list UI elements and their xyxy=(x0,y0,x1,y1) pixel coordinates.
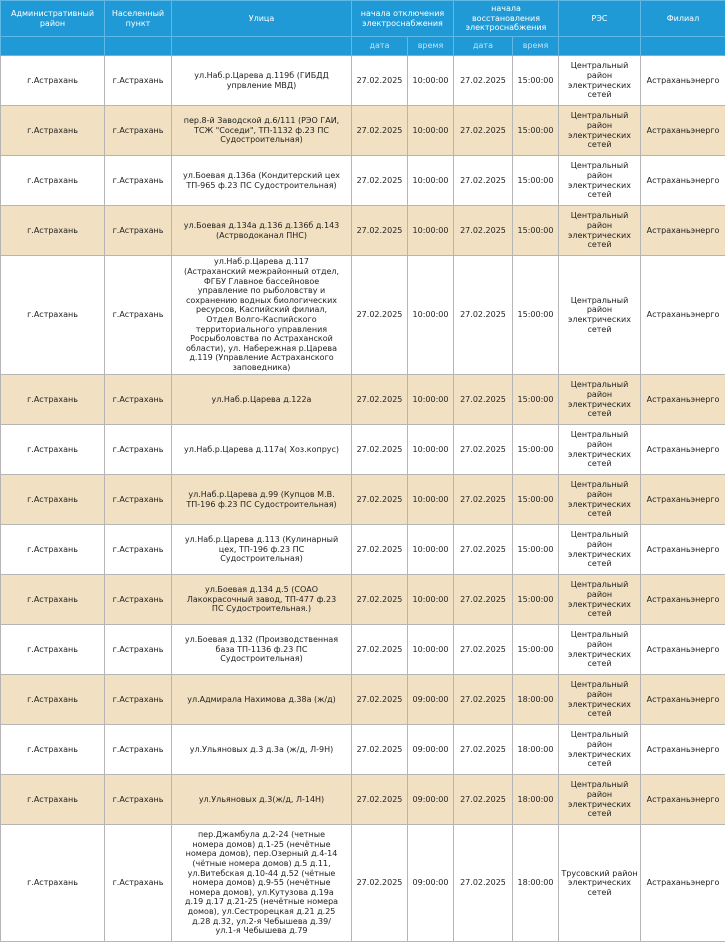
subheader-on-date[interactable]: дата xyxy=(454,37,513,56)
cell-off-date: 27.02.2025 xyxy=(352,475,408,525)
cell-street: ул.Боевая д.134а д.136 д.136б д.143 (Астрводоканал ПНС) xyxy=(172,206,352,256)
cell-locality: г.Астрахань xyxy=(105,775,172,825)
cell-district: г.Астрахань xyxy=(1,475,105,525)
cell-branch: Астраханьэнерго xyxy=(641,375,725,425)
cell-on-date: 27.02.2025 xyxy=(454,56,513,106)
cell-street: пер.Джамбула д.2-24 (четные номера домов) д.1-25 (нечётные номера домов), пер.Озерный д.4-14 (чётные номера домов) д.5 д.11, ул.Витебская д.10-44 д.52 (чётные номера домов) д.9-55 (нечётные номера домов), ул.Кутузова д.19а д.19 д.17 д.21-25 (нечётные номера домов), ул.Сестрорецкая д.21 д.25 д.28 д.32, ул.2-я Чебышева д.39/ ул.1-я Чебышева д.79 xyxy=(172,825,352,942)
table-row xyxy=(1,256,725,375)
cell-locality: г.Астрахань xyxy=(105,825,172,942)
cell-on-date: 27.02.2025 xyxy=(454,575,513,625)
cell-street: ул.Наб.р.Царева д.119б (ГИБДД упрвление МВД) xyxy=(172,56,352,106)
cell-on-time: 18:00:00 xyxy=(513,675,559,725)
subheader-empty xyxy=(105,37,172,56)
cell-off-time: 10:00:00 xyxy=(408,206,454,256)
cell-on-date: 27.02.2025 xyxy=(454,206,513,256)
header-locality[interactable]: Населенный пункт xyxy=(105,1,172,37)
subheader-on-time[interactable]: время xyxy=(513,37,559,56)
cell-off-date: 27.02.2025 xyxy=(352,775,408,825)
cell-district: г.Астрахань xyxy=(1,256,105,375)
cell-district: г.Астрахань xyxy=(1,56,105,106)
cell-off-date: 27.02.2025 xyxy=(352,675,408,725)
cell-branch: Астраханьэнерго xyxy=(641,775,725,825)
cell-branch: Астраханьэнерго xyxy=(641,575,725,625)
table-body xyxy=(1,56,725,942)
cell-on-time: 18:00:00 xyxy=(513,825,559,942)
cell-district: г.Астрахань xyxy=(1,375,105,425)
cell-on-time: 15:00:00 xyxy=(513,575,559,625)
cell-district: г.Астрахань xyxy=(1,675,105,725)
cell-off-date: 27.02.2025 xyxy=(352,525,408,575)
header-branch[interactable]: Филиал xyxy=(641,1,725,37)
cell-off-date: 27.02.2025 xyxy=(352,575,408,625)
cell-district: г.Астрахань xyxy=(1,625,105,675)
cell-district: г.Астрахань xyxy=(1,825,105,942)
header-res[interactable]: РЭС xyxy=(559,1,641,37)
subheader-empty xyxy=(641,37,725,56)
cell-on-date: 27.02.2025 xyxy=(454,156,513,206)
cell-street: ул.Наб.р.Царева д.122а xyxy=(172,375,352,425)
cell-res: Трусовский район электрических сетей xyxy=(559,825,641,942)
cell-off-date: 27.02.2025 xyxy=(352,206,408,256)
cell-off-time: 10:00:00 xyxy=(408,525,454,575)
cell-locality: г.Астрахань xyxy=(105,256,172,375)
cell-on-date: 27.02.2025 xyxy=(454,625,513,675)
cell-street: ул.Наб.р.Царева д.99 (Купцов М.В. ТП-196 ф.23 ПС Судостроительная) xyxy=(172,475,352,525)
cell-branch: Астраханьэнерго xyxy=(641,206,725,256)
cell-off-date: 27.02.2025 xyxy=(352,56,408,106)
cell-res: Центральный район электрических сетей xyxy=(559,675,641,725)
cell-district: г.Астрахань xyxy=(1,525,105,575)
cell-street: ул.Боевая д.136а (Кондитерский цех ТП-965 ф.23 ПС Судостроительная) xyxy=(172,156,352,206)
cell-off-time: 10:00:00 xyxy=(408,575,454,625)
cell-on-time: 15:00:00 xyxy=(513,475,559,525)
cell-res: Центральный район электрических сетей xyxy=(559,625,641,675)
cell-branch: Астраханьэнерго xyxy=(641,825,725,942)
cell-district: г.Астрахань xyxy=(1,425,105,475)
table-row xyxy=(1,56,725,106)
cell-street: ул.Наб.р.Царева д.113 (Кулинарный цех, ТП-196 ф.23 ПС Судостроительная) xyxy=(172,525,352,575)
cell-district: г.Астрахань xyxy=(1,106,105,156)
cell-on-date: 27.02.2025 xyxy=(454,425,513,475)
table-row xyxy=(1,425,725,475)
cell-off-time: 10:00:00 xyxy=(408,425,454,475)
cell-on-time: 15:00:00 xyxy=(513,156,559,206)
cell-off-date: 27.02.2025 xyxy=(352,106,408,156)
subheader-off-time[interactable]: время xyxy=(408,37,454,56)
cell-locality: г.Астрахань xyxy=(105,56,172,106)
cell-branch: Астраханьэнерго xyxy=(641,675,725,725)
table-header xyxy=(1,1,725,56)
cell-locality: г.Астрахань xyxy=(105,525,172,575)
cell-res: Центральный район электрических сетей xyxy=(559,375,641,425)
cell-on-time: 15:00:00 xyxy=(513,525,559,575)
cell-locality: г.Астрахань xyxy=(105,206,172,256)
table-row xyxy=(1,106,725,156)
cell-res: Центральный район электрических сетей xyxy=(559,425,641,475)
cell-on-date: 27.02.2025 xyxy=(454,475,513,525)
cell-res: Центральный район электрических сетей xyxy=(559,56,641,106)
cell-off-time: 10:00:00 xyxy=(408,256,454,375)
subheader-empty xyxy=(559,37,641,56)
cell-on-time: 15:00:00 xyxy=(513,256,559,375)
cell-street: ул.Ульяновых д.3(ж/д, Л-14Н) xyxy=(172,775,352,825)
cell-street: ул.Наб.р.Царева д.117 (Астраханский межрайонный отдел, ФГБУ Главное бассейновое управление по рыболовству и сохранению водных биологических ресурсов, Каспийский филиал, Отдел Волго-Каспийского территориального управления Росрыболовства по Астраханской области), ул. Набережная р.Царева д.119 (Управление Астраханского заповедника) xyxy=(172,256,352,375)
cell-on-date: 27.02.2025 xyxy=(454,525,513,575)
cell-branch: Астраханьэнерго xyxy=(641,525,725,575)
cell-res: Центральный район электрических сетей xyxy=(559,525,641,575)
cell-locality: г.Астрахань xyxy=(105,675,172,725)
cell-locality: г.Астрахань xyxy=(105,375,172,425)
cell-branch: Астраханьэнерго xyxy=(641,625,725,675)
cell-locality: г.Астрахань xyxy=(105,725,172,775)
cell-on-date: 27.02.2025 xyxy=(454,375,513,425)
cell-off-time: 10:00:00 xyxy=(408,156,454,206)
table-row xyxy=(1,725,725,775)
cell-locality: г.Астрахань xyxy=(105,156,172,206)
cell-locality: г.Астрахань xyxy=(105,425,172,475)
header-street[interactable]: Улица xyxy=(172,1,352,37)
cell-off-time: 10:00:00 xyxy=(408,375,454,425)
cell-res: Центральный район электрических сетей xyxy=(559,725,641,775)
cell-locality: г.Астрахань xyxy=(105,575,172,625)
cell-district: г.Астрахань xyxy=(1,156,105,206)
cell-on-time: 15:00:00 xyxy=(513,375,559,425)
cell-res: Центральный район электрических сетей xyxy=(559,106,641,156)
cell-district: г.Астрахань xyxy=(1,725,105,775)
cell-off-time: 09:00:00 xyxy=(408,675,454,725)
cell-street: пер.8-й Заводской д.6/111 (РЭО ГАИ, ТСЖ "Соседи", ТП-1132 ф.23 ПС Судостроительная) xyxy=(172,106,352,156)
cell-off-time: 09:00:00 xyxy=(408,725,454,775)
cell-off-time: 09:00:00 xyxy=(408,775,454,825)
cell-off-time: 10:00:00 xyxy=(408,106,454,156)
cell-on-time: 15:00:00 xyxy=(513,625,559,675)
cell-on-date: 27.02.2025 xyxy=(454,256,513,375)
cell-res: Центральный район электрических сетей xyxy=(559,156,641,206)
cell-off-date: 27.02.2025 xyxy=(352,725,408,775)
table-row xyxy=(1,775,725,825)
header-off-start[interactable]: начала отключения электроснабжения xyxy=(352,1,454,37)
cell-branch: Астраханьэнерго xyxy=(641,56,725,106)
cell-on-time: 15:00:00 xyxy=(513,425,559,475)
cell-on-time: 15:00:00 xyxy=(513,56,559,106)
cell-street: ул.Боевая д.134 д.5 (СОАО Лакокрасочный завод, ТП-477 ф.23 ПС Судостроительная.) xyxy=(172,575,352,625)
header-restore-start[interactable]: начала восстановления электроснабжения xyxy=(454,1,559,37)
cell-off-time: 10:00:00 xyxy=(408,625,454,675)
table-row xyxy=(1,525,725,575)
cell-branch: Астраханьэнерго xyxy=(641,725,725,775)
cell-on-time: 18:00:00 xyxy=(513,775,559,825)
subheader-empty xyxy=(172,37,352,56)
cell-branch: Астраханьэнерго xyxy=(641,475,725,525)
cell-res: Центральный район электрических сетей xyxy=(559,475,641,525)
cell-off-date: 27.02.2025 xyxy=(352,425,408,475)
cell-district: г.Астрахань xyxy=(1,775,105,825)
cell-locality: г.Астрахань xyxy=(105,106,172,156)
cell-off-date: 27.02.2025 xyxy=(352,156,408,206)
table-row xyxy=(1,825,725,942)
cell-res: Центральный район электрических сетей xyxy=(559,256,641,375)
header-district[interactable]: Административный район xyxy=(1,1,105,37)
cell-street: ул.Боевая д.132 (Производственная база ТП-1136 ф.23 ПС Судостроительная) xyxy=(172,625,352,675)
subheader-empty xyxy=(1,37,105,56)
cell-res: Центральный район электрических сетей xyxy=(559,206,641,256)
table-row xyxy=(1,156,725,206)
table-row xyxy=(1,675,725,725)
cell-branch: Астраханьэнерго xyxy=(641,256,725,375)
cell-on-date: 27.02.2025 xyxy=(454,825,513,942)
table-row xyxy=(1,475,725,525)
subheader-off-date[interactable]: дата xyxy=(352,37,408,56)
cell-on-time: 15:00:00 xyxy=(513,106,559,156)
cell-branch: Астраханьэнерго xyxy=(641,156,725,206)
cell-branch: Астраханьэнерго xyxy=(641,106,725,156)
cell-off-date: 27.02.2025 xyxy=(352,825,408,942)
cell-off-time: 10:00:00 xyxy=(408,56,454,106)
cell-off-date: 27.02.2025 xyxy=(352,625,408,675)
cell-on-date: 27.02.2025 xyxy=(454,725,513,775)
table-row xyxy=(1,206,725,256)
cell-on-date: 27.02.2025 xyxy=(454,675,513,725)
cell-res: Центральный район электрических сетей xyxy=(559,775,641,825)
cell-street: ул.Ульяновых д.3 д.3а (ж/д, Л-9Н) xyxy=(172,725,352,775)
cell-locality: г.Астрахань xyxy=(105,475,172,525)
cell-on-date: 27.02.2025 xyxy=(454,775,513,825)
cell-on-date: 27.02.2025 xyxy=(454,106,513,156)
table-row xyxy=(1,575,725,625)
cell-res: Центральный район электрических сетей xyxy=(559,575,641,625)
cell-street: ул.Наб.р.Царева д.117а( Хоз.копрус) xyxy=(172,425,352,475)
cell-on-time: 18:00:00 xyxy=(513,725,559,775)
table-row xyxy=(1,625,725,675)
cell-locality: г.Астрахань xyxy=(105,625,172,675)
cell-district: г.Астрахань xyxy=(1,575,105,625)
cell-street: ул.Адмирала Нахимова д.38а (ж/д) xyxy=(172,675,352,725)
cell-district: г.Астрахань xyxy=(1,206,105,256)
cell-off-date: 27.02.2025 xyxy=(352,256,408,375)
table-row xyxy=(1,375,725,425)
cell-branch: Астраханьэнерго xyxy=(641,425,725,475)
cell-on-time: 15:00:00 xyxy=(513,206,559,256)
cell-off-time: 09:00:00 xyxy=(408,825,454,942)
cell-off-time: 10:00:00 xyxy=(408,475,454,525)
cell-off-date: 27.02.2025 xyxy=(352,375,408,425)
